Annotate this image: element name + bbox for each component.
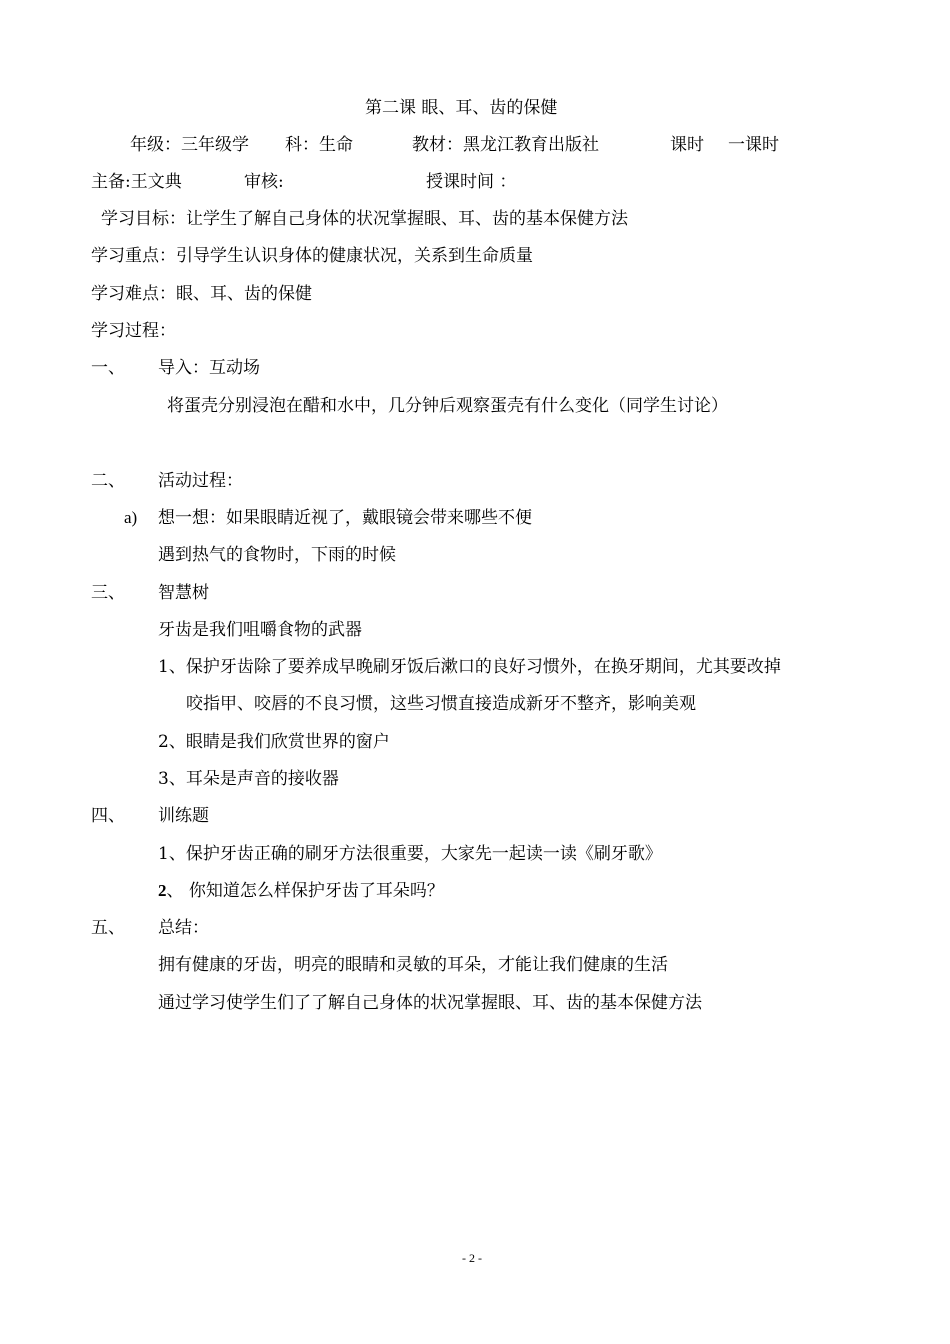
lead-preparer: 主备:王文典 [91,172,182,192]
period-value: 一课时 [728,135,779,155]
question-2-number: 2 [158,881,167,900]
section-3-intro: 牙齿是我们咀嚼食物的武器 [158,620,362,640]
section-3-item-3: 3、耳朵是声音的接收器 [158,769,339,789]
learning-goal: 学习目标：让学生了解自己身体的状况掌握眼、耳、齿的基本保健方法 [101,209,628,229]
section-4-question-2 [158,880,444,902]
reviewer: 审核: [244,172,284,192]
section-2-sub-text: 想一想：如果眼睛近视了，戴眼镜会带来哪些不便 [158,508,532,528]
section-3-item-1-line-1: 1、保护牙齿除了要养成早晚刷牙饭后漱口的良好习惯外，在换牙期间，尤其要改掉 [158,657,781,677]
section-1-body: 将蛋壳分别浸泡在醋和水中，几分钟后观察蛋壳有什么变化（同学生讨论） [167,396,728,416]
section-4-question-1: 1、保护牙齿正确的刷牙方法很重要，大家先一起读一读《刷牙歌》 [158,844,662,864]
subject-info: 科：生命 [285,135,353,155]
learning-difficulty: 学习难点：眼、耳、齿的保健 [91,284,312,304]
grade-info: 年级：三年级学 [130,135,249,155]
section-3-item-1-line-2: 咬指甲、咬唇的不良习惯，这些习惯直接造成新牙不整齐，影响美观 [186,694,696,714]
textbook-info: 教材：黑龙江教育出版社 [412,135,599,155]
lesson-title: 第二课 眼、耳、齿的保健 [365,98,558,118]
section-3-item-2: 2、眼睛是我们欣赏世界的窗户 [158,732,390,752]
learning-focus: 学习重点：引导学生认识身体的健康状况，关系到生命质量 [91,246,533,266]
section-5-heading: 总结： [158,918,209,938]
summary-line-2: 通过学习使学生们了了解自己身体的状况掌握眼、耳、齿的基本保健方法 [158,993,702,1013]
section-4-number: 四、 [91,806,125,826]
page-number: - 2 - [462,1251,482,1265]
section-1-heading: 导入：互动场 [158,358,260,378]
process-label: 学习过程： [91,321,176,341]
teach-time: 授课时间 ： [426,172,517,192]
section-1-number: 一、 [91,358,125,378]
section-5-number: 五、 [91,918,125,938]
section-2-number: 二、 [91,471,125,491]
section-3-heading: 智慧树 [158,583,209,603]
section-4-heading: 训练题 [158,806,209,826]
period-label: 课时 [670,135,704,155]
section-2-sub-marker: a) [124,508,138,527]
summary-line-1: 拥有健康的牙齿，明亮的眼睛和灵敏的耳朵，才能让我们健康的生活 [158,955,668,975]
section-2-heading: 活动过程： [158,471,243,491]
section-3-number: 三、 [91,583,125,603]
section-2-sub-body: 遇到热气的食物时，下雨的时候 [158,545,396,565]
question-2-text: 、 你知道怎么样保护牙齿了耳朵吗？ [166,881,444,901]
